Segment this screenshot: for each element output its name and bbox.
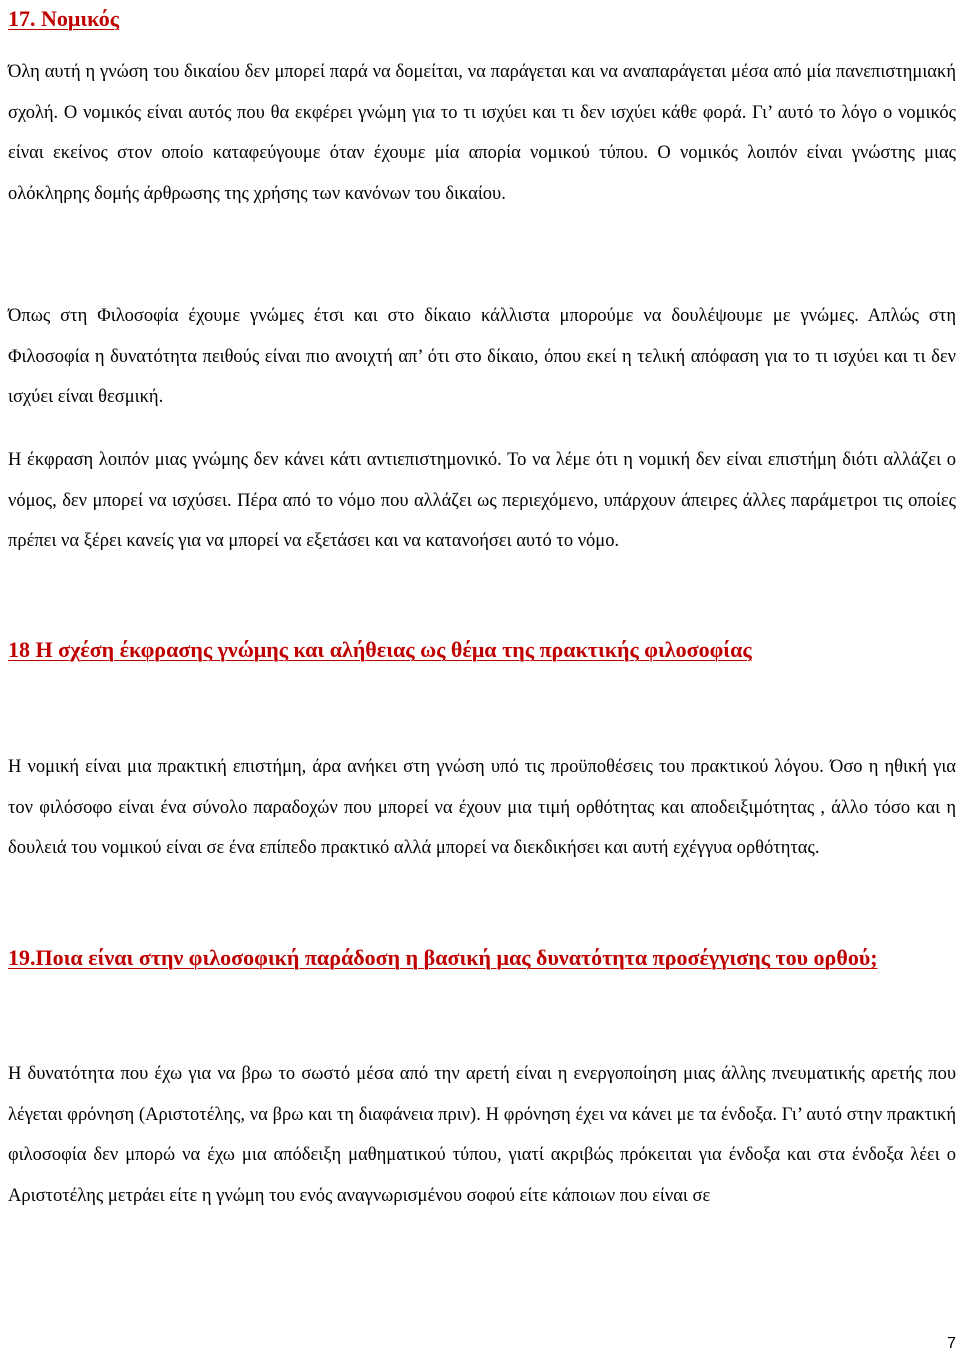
- section-18-heading: 18 Η σχέση έκφρασης γνώμης και αλήθειας ως θέμα της πρακτικής φιλοσοφίας: [8, 637, 752, 662]
- section-17-paragraph-2: Όπως στη Φιλοσοφία έχουμε γνώμες έτσι και στο δίκαιο κάλλιστα μπορούμε να δουλέψουμε με γνώμες. Απλώς στη Φιλοσοφία η δυνατότητα πειθούς είναι πιο ανοιχτή απ’ ότι στο δίκαιο, όπου εκεί η τελική απόφαση για το τι ισχύει και τι δεν ισχύει είναι θεσμική.: [8, 306, 956, 407]
- section-17-heading: 17. Νομικός: [8, 6, 120, 31]
- section-17-paragraph-3: Η έκφραση λοιπόν μιας γνώμης δεν κάνει κάτι αντιεπιστημονικό. Το να λέμε ότι η νομική δεν είναι επιστήμη διότι αλλάζει ο νόμος, δεν μπορεί να ισχύσει. Πέρα από το νόμο που αλλάζει ως περιεχόμενο, υπάρχουν άπειρες άλλες παράμετροι τις οποίες πρέπει να ξέρει κανείς για να μπορεί να εξετάσει και να κατανοήσει αυτό το νόμο.: [8, 450, 956, 551]
- page-number: 7: [947, 1335, 956, 1352]
- section-17-paragraph-1: Όλη αυτή η γνώση του δικαίου δεν μπορεί παρά να δομείται, να παράγεται και να αναπαράγεται μέσα από μία πανεπιστημιακή σχολή. Ο νομικός είναι αυτός που θα εκφέρει γνώμη για το τι ισχύει και τι δεν ισχύει κάθε φορά. Γι’ αυτό το λόγο ο νομικός είναι εκείνος στον οποίο καταφεύγουμε όταν έχουμε μία απορία νομικού τύπου. Ο νομικός λοιπόν είναι γνώστης μιας ολόκληρης δομής άρθρωσης της χρήσης των κανόνων του δικαίου.: [8, 62, 956, 204]
- section-18-paragraph-1: Η νομική είναι μια πρακτική επιστήμη, άρα ανήκει στη γνώση υπό τις προϋποθέσεις του πρακτικού λόγου. Όσο η ηθική για τον φιλόσοφο είναι ένα σύνολο παραδοχών που μπορεί να έχουν μια τιμή ορθότητας και αποδειξιμότητας , άλλο τόσο και η δουλειά του νομικού είναι σε ένα επίπεδο πρακτικό αλλά μπορεί να διεκδικήσει και αυτή εχέγγυα ορθότητας.: [8, 757, 956, 858]
- section-19-paragraph-1: Η δυνατότητα που έχω για να βρω το σωστό μέσα από την αρετή είναι η ενεργοποίηση μιας άλλης πνευματικής αρετής που λέγεται φρόνηση (Αριστοτέλης, να βρω και τη διαφάνεια πριν). Η φρόνηση έχει να κάνει με τα ένδοξα. Γι’ αυτό στην πρακτική φιλοσοφία δεν μπορώ να έχω μια απόδειξη μαθηματικού τύπου, γιατί ακριβώς πρόκειται για ένδοξα και στα ένδοξα λέει ο Αριστοτέλης μετράει είτε η γνώμη του ενός αναγνωρισμένου σοφού είτε κάποιων που είναι σε: [8, 1064, 956, 1206]
- section-19-heading: 19.Ποια είναι στην φιλοσοφική παράδοση η βασική μας δυνατότητα προσέγγισης του ορθού;: [8, 945, 878, 970]
- document-page: [8, 0, 956, 1357]
